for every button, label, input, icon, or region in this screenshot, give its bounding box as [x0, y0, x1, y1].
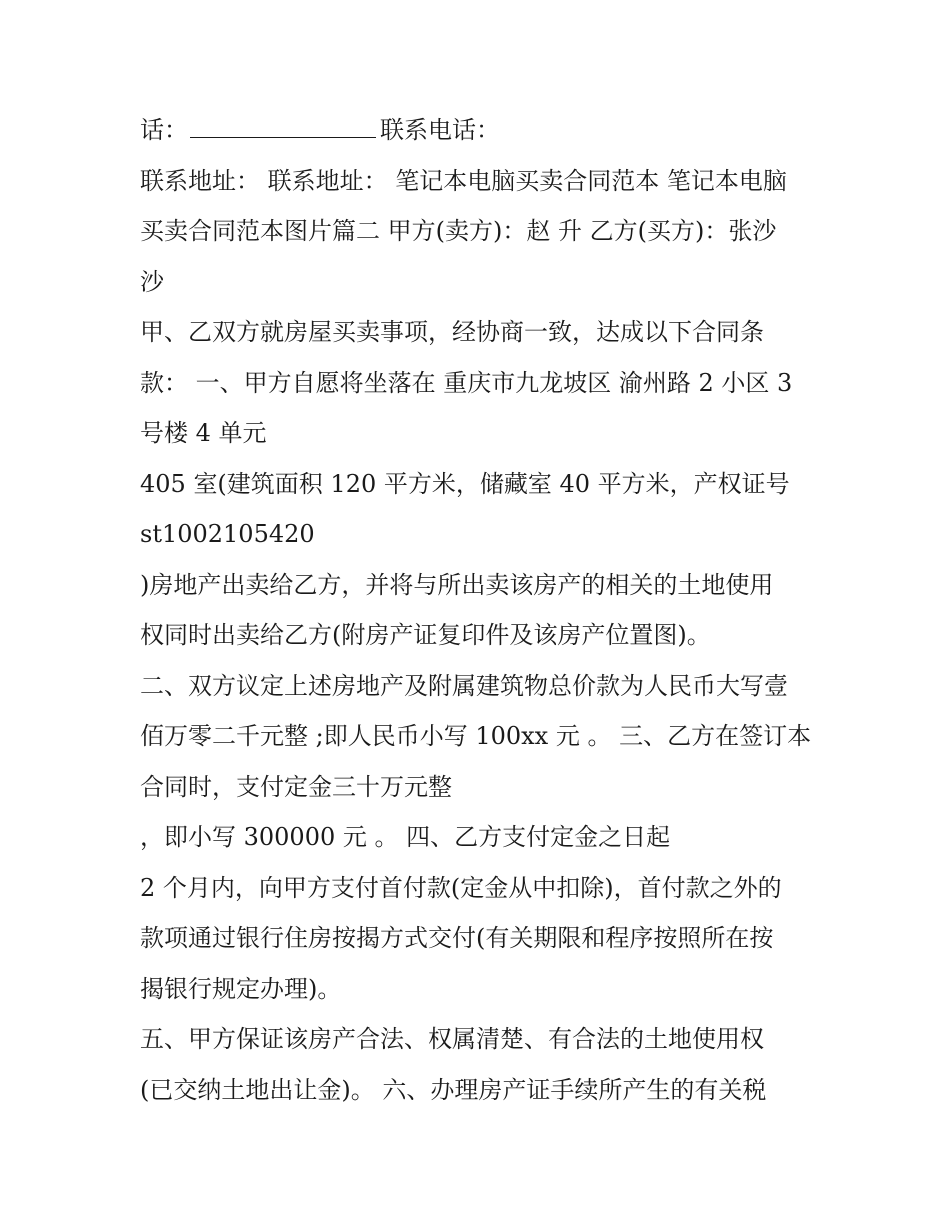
- phone-label-prefix: 话：: [140, 116, 188, 144]
- text-line: 买卖合同范本图片篇二 甲方(卖方)：赵 升 乙方(买方)：张沙: [140, 217, 777, 245]
- text-line: 二、双方议定上述房地产及附属建筑物总价款为人民币大写壹: [140, 671, 788, 700]
- text-line: ，即小写 300000 元 。 四、乙方支付定金之日起: [140, 823, 671, 851]
- contact-phone-label: 联系电话：: [380, 116, 500, 144]
- text-line: 合同时，支付定金三十万元整: [140, 772, 452, 801]
- text-line: 款： 一、甲方自愿将坐落在 重庆市九龙坡区 渝州路 2 小区 3: [140, 368, 793, 397]
- text-line: 款项通过银行住房按揭方式交付(有关期限和程序按照所在按: [140, 924, 774, 952]
- text-line: 五、甲方保证该房产合法、权属清楚、有合法的土地使用权: [140, 1025, 764, 1053]
- text-line: 沙: [140, 267, 164, 296]
- text-line-1: [140, 110, 820, 161]
- text-line: )房地产出卖给乙方，并将与所出卖该房产的相关的土地使用: [140, 570, 774, 599]
- text-line: 405 室(建筑面积 120 平方米，储藏室 40 平方米，产权证号: [140, 469, 790, 498]
- text-line: 佰万零二千元整 ;即人民币小写 100xx 元 。 三、乙方在签订本: [140, 722, 812, 750]
- text-line: 甲、乙双方就房屋买卖事项，经协商一致，达成以下合同条: [140, 318, 764, 346]
- text-line: st1002105420: [140, 520, 315, 548]
- blank-underline-field: [190, 119, 376, 138]
- text-line: 号楼 4 单元: [140, 419, 267, 447]
- text-line: 揭银行规定办理)。: [140, 974, 342, 1003]
- text-line: 联系地址： 联系地址： 笔记本电脑买卖合同范本 笔记本电脑: [140, 166, 787, 195]
- text-line: 权同时出卖给乙方(附房产证复印件及该房产位置图)。: [140, 621, 711, 649]
- contract-body: [140, 110, 820, 1120]
- text-line: 2 个月内，向甲方支付首付款(定金从中扣除)，首付款之外的: [140, 873, 782, 902]
- text-line: (已交纳土地出让金)。 六、办理房产证手续所产生的有关税: [140, 1075, 767, 1104]
